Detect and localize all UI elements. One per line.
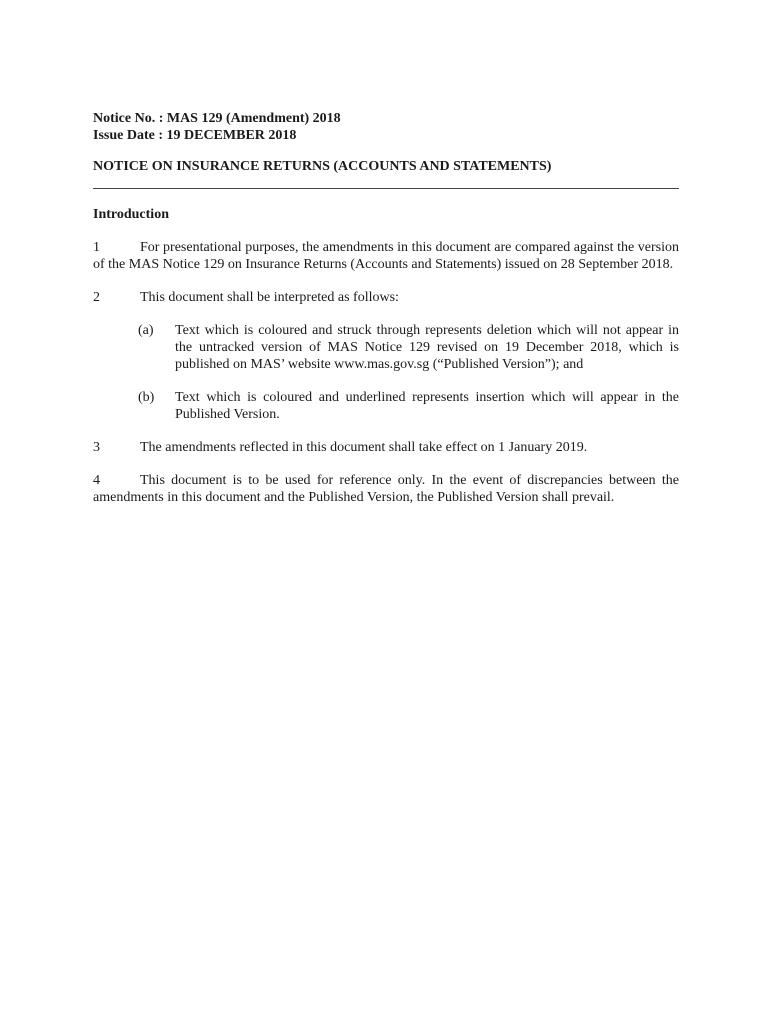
sub-item-label: (a) xyxy=(138,323,154,338)
paragraph-2 xyxy=(93,289,679,306)
paragraph-4 xyxy=(93,472,679,506)
paragraph-text: The amendments reflected in this document shall take effect on 1 January 2019. xyxy=(140,440,588,455)
issue-date: Issue Date : 19 DECEMBER 2018 xyxy=(93,128,297,143)
title-divider xyxy=(93,188,679,189)
paragraph-1 xyxy=(93,239,679,273)
notice-number: Notice No. : MAS 129 (Amendment) 2018 xyxy=(93,111,341,126)
sub-item-text: Text which is coloured and underlined represents insertion which will appear in the Published Version. xyxy=(175,390,679,422)
paragraph-text: For presentational purposes, the amendments in this document are compared against the version of the MAS Notice 129 on Insurance Returns (Accounts and Statements) issued on 28 September 2018. xyxy=(93,240,679,272)
document-title: NOTICE ON INSURANCE RETURNS (ACCOUNTS AND STATEMENTS) xyxy=(93,159,552,174)
paragraph-number: 1 xyxy=(93,240,100,255)
sub-item-b xyxy=(93,389,679,423)
sub-item-a xyxy=(93,322,679,373)
paragraph-number: 4 xyxy=(93,473,100,488)
paragraph-text: This document shall be interpreted as follows: xyxy=(140,290,399,305)
paragraph-3 xyxy=(93,439,679,456)
section-heading-introduction: Introduction xyxy=(93,207,169,222)
paragraph-number: 2 xyxy=(93,290,100,305)
paragraph-number: 3 xyxy=(93,440,100,455)
sub-item-label: (b) xyxy=(138,390,155,405)
sub-item-text: Text which is coloured and struck through represents deletion which will not appear in the untracked version of MAS Notice 129 revised on 19 December 2018, which is published on MAS’ website www.mas.gov.sg (“Published Version”); and xyxy=(175,323,679,372)
paragraph-text: This document is to be used for reference only. In the event of discrepancies between the amendments in this document and the Published Version, the Published Version shall prevail. xyxy=(93,473,679,505)
document-page xyxy=(93,110,679,506)
